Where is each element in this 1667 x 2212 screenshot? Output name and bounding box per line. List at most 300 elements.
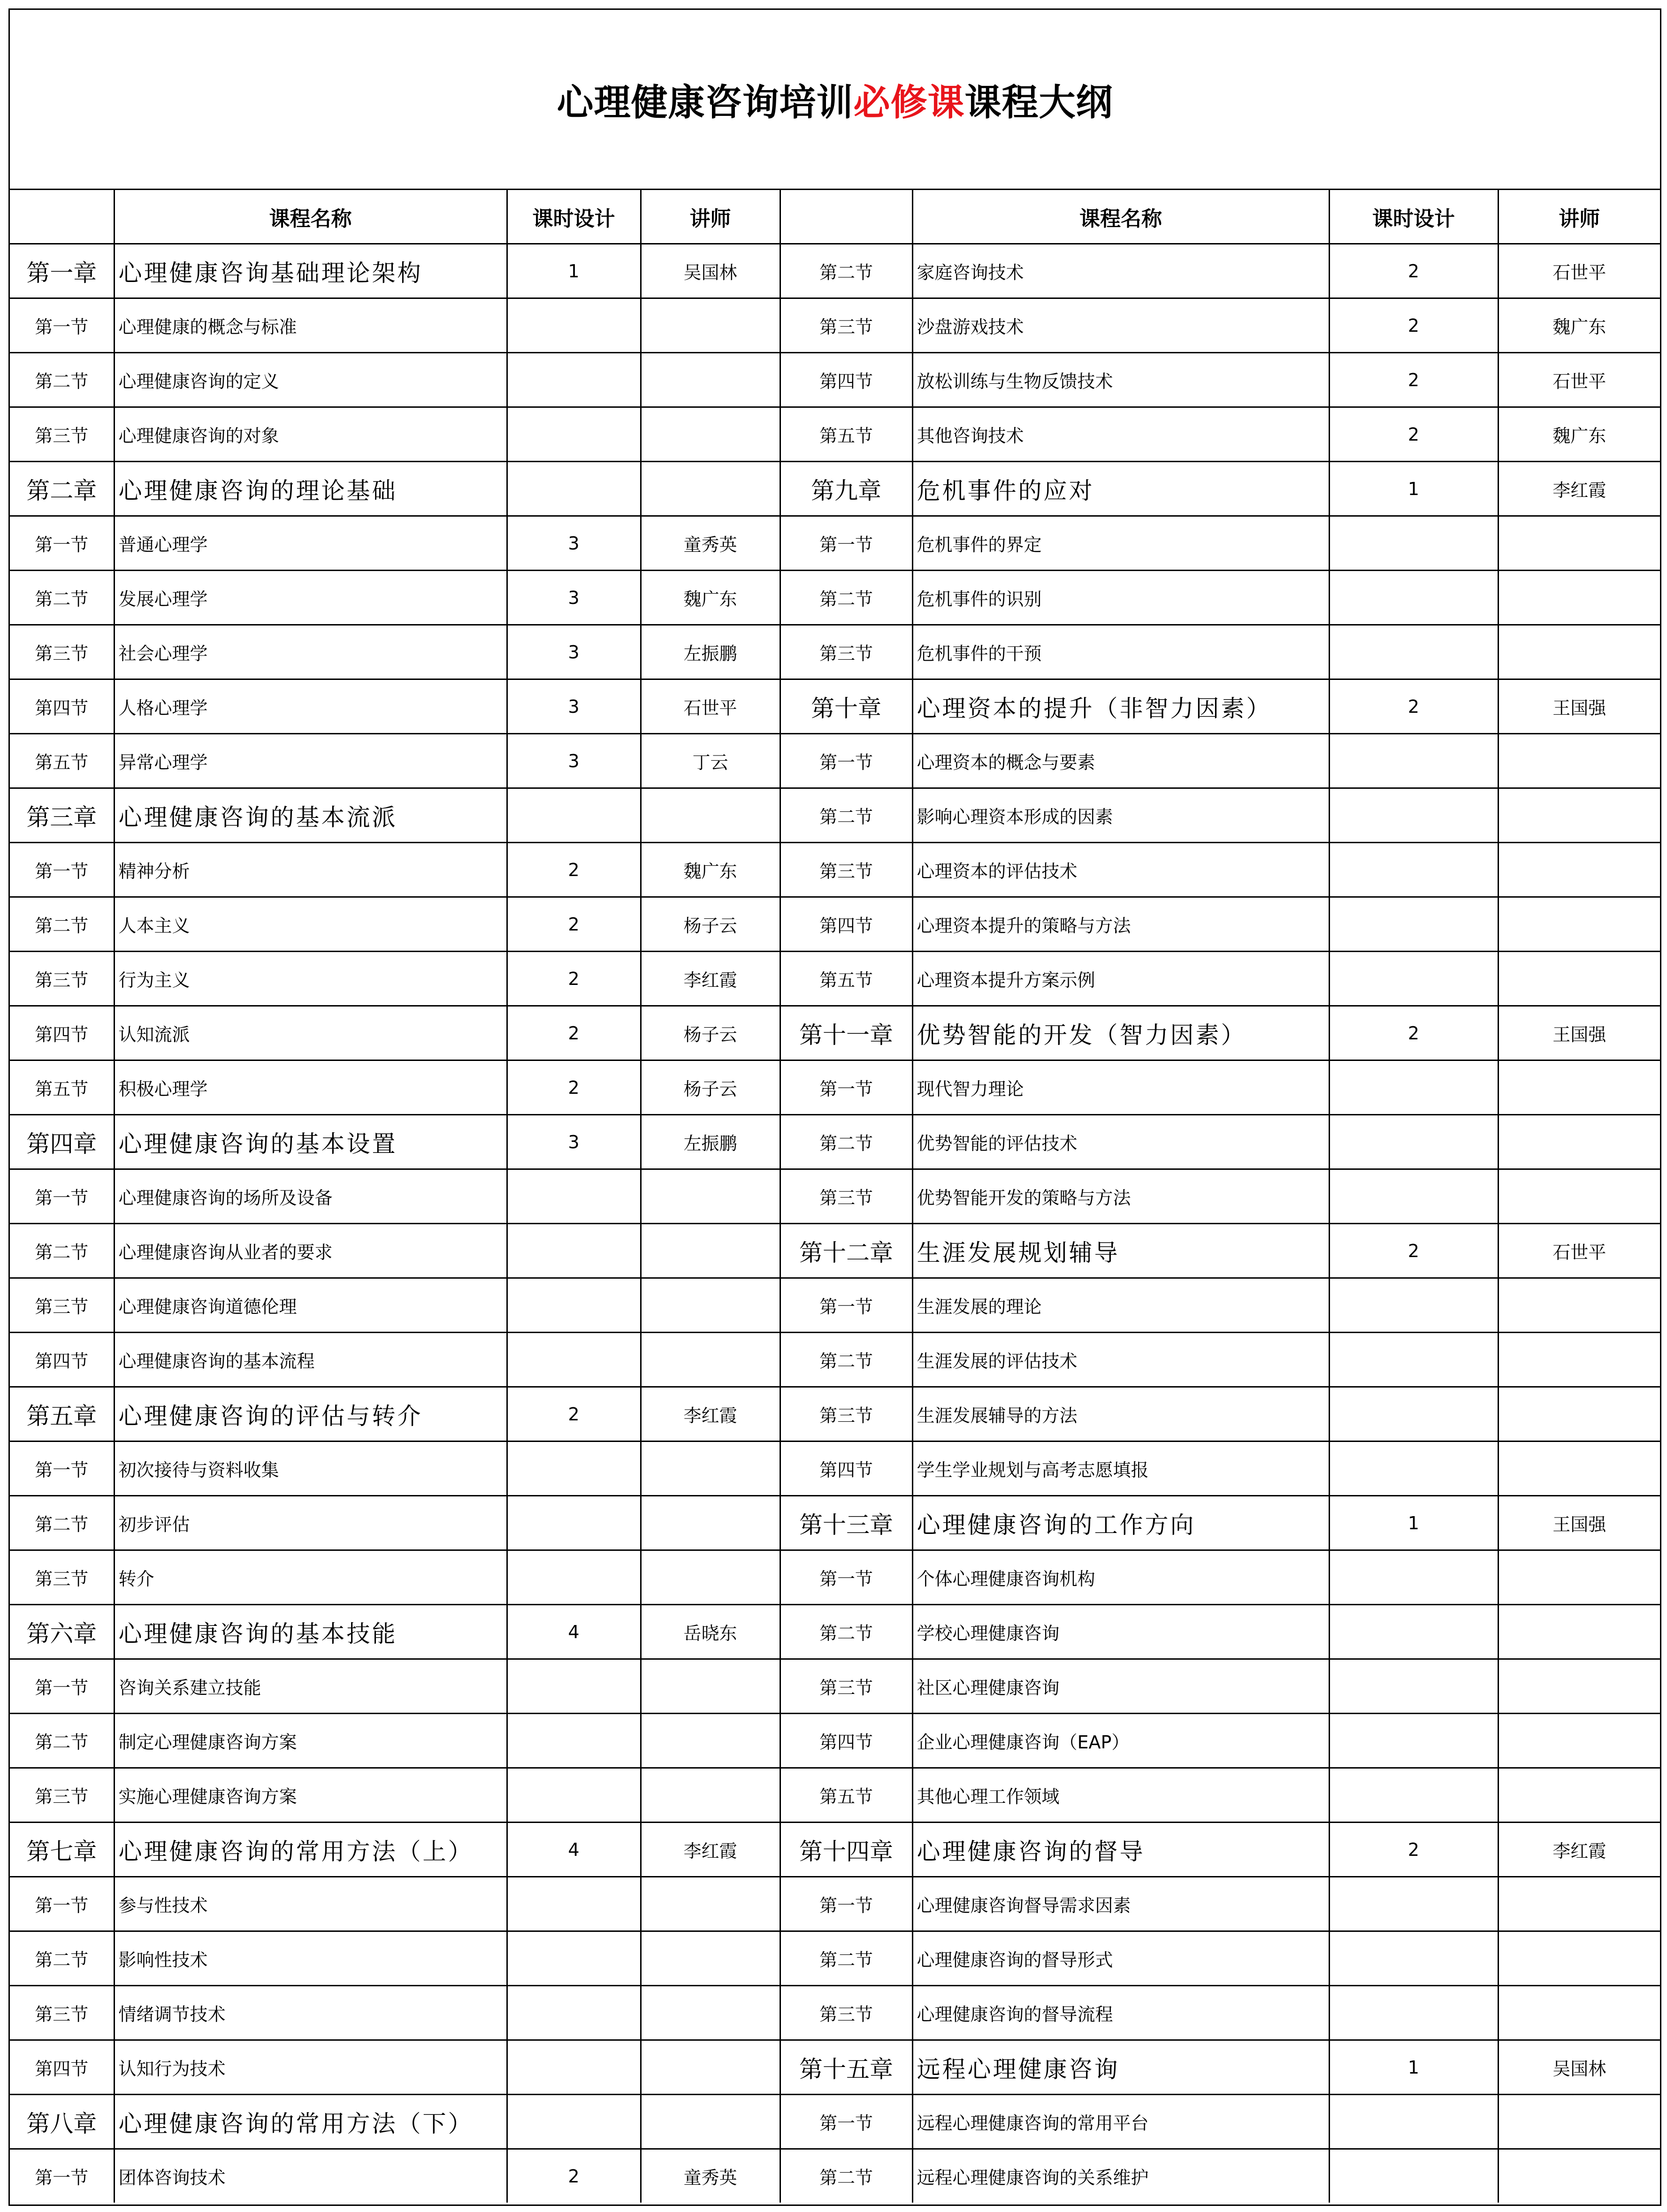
left-teacher xyxy=(641,2095,780,2149)
left-section-label: 第二节 xyxy=(10,353,114,407)
left-course-name: 心理健康咨询基础理论架构 xyxy=(114,244,507,298)
left-section-label: 第二节 xyxy=(10,1496,114,1550)
table-row xyxy=(10,1659,1660,1714)
header-teacher-left: 讲师 xyxy=(641,190,780,244)
left-section-label: 第一节 xyxy=(10,1659,114,1714)
right-section-label: 第三节 xyxy=(780,1659,912,1714)
left-teacher: 左振鹏 xyxy=(641,625,780,679)
right-course-name: 心理健康咨询督导需求因素 xyxy=(912,1877,1329,1931)
left-teacher xyxy=(641,462,780,516)
left-teacher: 杨子云 xyxy=(641,1006,780,1060)
right-section-label: 第三节 xyxy=(780,625,912,679)
left-hours xyxy=(507,1659,641,1714)
left-teacher xyxy=(641,1877,780,1931)
right-teacher xyxy=(1498,1931,1660,1986)
left-hours: 1 xyxy=(507,244,641,298)
table-row xyxy=(10,1387,1660,1442)
left-section-label: 第三节 xyxy=(10,1278,114,1333)
right-section-label: 第一节 xyxy=(780,2095,912,2149)
right-course-name: 放松训练与生物反馈技术 xyxy=(912,353,1329,407)
right-teacher: 王国强 xyxy=(1498,679,1660,734)
right-teacher: 李红霞 xyxy=(1498,462,1660,516)
left-section-label: 第二节 xyxy=(10,571,114,625)
right-section-label: 第二节 xyxy=(780,1605,912,1659)
right-teacher xyxy=(1498,1877,1660,1931)
right-section-label: 第一节 xyxy=(780,1877,912,1931)
right-teacher xyxy=(1498,1768,1660,1823)
table-row xyxy=(10,843,1660,897)
right-hours xyxy=(1329,625,1498,679)
left-section-label: 第三节 xyxy=(10,407,114,462)
left-hours xyxy=(507,1442,641,1496)
table-row xyxy=(10,897,1660,952)
right-section-label: 第二节 xyxy=(780,1115,912,1169)
left-hours: 3 xyxy=(507,734,641,788)
right-section-label: 第二节 xyxy=(780,244,912,298)
table-row xyxy=(10,1278,1660,1333)
left-course-name: 人本主义 xyxy=(114,897,507,952)
left-hours: 3 xyxy=(507,1115,641,1169)
header-section-blank-left xyxy=(10,190,114,244)
left-course-name: 实施心理健康咨询方案 xyxy=(114,1768,507,1823)
title-accent: 必修课 xyxy=(853,81,965,124)
table-row xyxy=(10,1605,1660,1659)
table-row xyxy=(10,407,1660,462)
table-row xyxy=(10,1986,1660,2040)
table-row xyxy=(10,571,1660,625)
left-course-name: 参与性技术 xyxy=(114,1877,507,1931)
left-section-label: 第一节 xyxy=(10,1169,114,1224)
title-part-1: 心理健康咨询培训 xyxy=(557,81,854,124)
right-course-name: 心理资本的评估技术 xyxy=(912,843,1329,897)
right-section-label: 第三节 xyxy=(780,843,912,897)
table-row xyxy=(10,1768,1660,1823)
right-teacher xyxy=(1498,625,1660,679)
left-section-label: 第五节 xyxy=(10,1060,114,1115)
left-teacher: 李红霞 xyxy=(641,1387,780,1442)
table-body xyxy=(10,190,1660,2203)
right-course-name: 现代智力理论 xyxy=(912,1060,1329,1115)
right-course-name: 远程心理健康咨询的关系维护 xyxy=(912,2149,1329,2203)
left-teacher xyxy=(641,407,780,462)
left-hours xyxy=(507,788,641,843)
table-row xyxy=(10,1496,1660,1550)
header-name-right: 课程名称 xyxy=(912,190,1329,244)
right-course-name: 其他咨询技术 xyxy=(912,407,1329,462)
table-row xyxy=(10,1442,1660,1496)
left-section-label: 第八章 xyxy=(10,2095,114,2149)
left-teacher: 丁云 xyxy=(641,734,780,788)
left-teacher xyxy=(641,1169,780,1224)
left-hours xyxy=(507,1768,641,1823)
right-section-label: 第十四章 xyxy=(780,1823,912,1877)
right-section-label: 第二节 xyxy=(780,571,912,625)
left-teacher: 童秀英 xyxy=(641,516,780,571)
syllabus-sheet xyxy=(8,8,1661,2206)
right-section-label: 第十三章 xyxy=(780,1496,912,1550)
right-hours: 2 xyxy=(1329,1823,1498,1877)
left-teacher xyxy=(641,1714,780,1768)
right-section-label: 第一节 xyxy=(780,1278,912,1333)
right-course-name: 心理健康咨询的工作方向 xyxy=(912,1496,1329,1550)
left-course-name: 人格心理学 xyxy=(114,679,507,734)
right-course-name: 社区心理健康咨询 xyxy=(912,1659,1329,1714)
title-part-2: 课程大纲 xyxy=(964,81,1113,124)
right-hours xyxy=(1329,1659,1498,1714)
right-hours xyxy=(1329,1060,1498,1115)
right-teacher: 李红霞 xyxy=(1498,1823,1660,1877)
left-section-label: 第三节 xyxy=(10,1986,114,2040)
left-course-name: 心理健康咨询的常用方法（上） xyxy=(114,1823,507,1877)
left-course-name: 团体咨询技术 xyxy=(114,2149,507,2203)
right-hours: 2 xyxy=(1329,298,1498,353)
left-course-name: 心理健康咨询的评估与转介 xyxy=(114,1387,507,1442)
left-section-label: 第一节 xyxy=(10,298,114,353)
right-teacher xyxy=(1498,2095,1660,2149)
right-hours xyxy=(1329,843,1498,897)
page-title xyxy=(557,73,1113,126)
left-section-label: 第二节 xyxy=(10,1931,114,1986)
left-section-label: 第三节 xyxy=(10,625,114,679)
table-row xyxy=(10,462,1660,516)
right-teacher: 石世平 xyxy=(1498,353,1660,407)
left-teacher xyxy=(641,1442,780,1496)
right-teacher xyxy=(1498,1169,1660,1224)
left-teacher: 石世平 xyxy=(641,679,780,734)
right-course-name: 心理健康咨询的督导形式 xyxy=(912,1931,1329,1986)
left-course-name: 积极心理学 xyxy=(114,1060,507,1115)
right-section-label: 第五节 xyxy=(780,1768,912,1823)
right-hours xyxy=(1329,897,1498,952)
syllabus-table xyxy=(10,190,1660,2203)
right-section-label: 第十二章 xyxy=(780,1224,912,1278)
left-section-label: 第二章 xyxy=(10,462,114,516)
right-section-label: 第十章 xyxy=(780,679,912,734)
table-row xyxy=(10,2149,1660,2203)
left-hours xyxy=(507,1986,641,2040)
right-hours xyxy=(1329,1278,1498,1333)
right-course-name: 心理健康咨询的督导 xyxy=(912,1823,1329,1877)
left-hours: 4 xyxy=(507,1823,641,1877)
right-course-name: 个体心理健康咨询机构 xyxy=(912,1550,1329,1605)
left-section-label: 第四章 xyxy=(10,1115,114,1169)
left-course-name: 心理健康咨询的基本流派 xyxy=(114,788,507,843)
left-hours: 3 xyxy=(507,625,641,679)
table-row xyxy=(10,1714,1660,1768)
right-teacher: 魏广东 xyxy=(1498,407,1660,462)
left-course-name: 精神分析 xyxy=(114,843,507,897)
table-row xyxy=(10,1006,1660,1060)
left-section-label: 第五章 xyxy=(10,1387,114,1442)
left-course-name: 咨询关系建立技能 xyxy=(114,1659,507,1714)
title-row xyxy=(10,10,1660,190)
left-hours: 3 xyxy=(507,679,641,734)
left-section-label: 第三节 xyxy=(10,952,114,1006)
header-row xyxy=(10,190,1660,244)
right-teacher xyxy=(1498,1605,1660,1659)
left-section-label: 第六章 xyxy=(10,1605,114,1659)
right-teacher: 魏广东 xyxy=(1498,298,1660,353)
left-hours xyxy=(507,1333,641,1387)
left-hours xyxy=(507,462,641,516)
left-section-label: 第四节 xyxy=(10,1333,114,1387)
right-section-label: 第五节 xyxy=(780,952,912,1006)
table-row xyxy=(10,788,1660,843)
table-row xyxy=(10,244,1660,298)
left-hours xyxy=(507,1714,641,1768)
right-course-name: 优势智能的开发（智力因素） xyxy=(912,1006,1329,1060)
left-teacher: 童秀英 xyxy=(641,2149,780,2203)
right-course-name: 生涯发展辅导的方法 xyxy=(912,1387,1329,1442)
right-hours xyxy=(1329,1986,1498,2040)
table-row xyxy=(10,2040,1660,2095)
header-name-left: 课程名称 xyxy=(114,190,507,244)
right-course-name: 远程心理健康咨询的常用平台 xyxy=(912,2095,1329,2149)
right-hours xyxy=(1329,1442,1498,1496)
left-section-label: 第一节 xyxy=(10,2149,114,2203)
table-row xyxy=(10,2095,1660,2149)
right-section-label: 第二节 xyxy=(780,788,912,843)
right-course-name: 危机事件的干预 xyxy=(912,625,1329,679)
left-teacher xyxy=(641,353,780,407)
table-row xyxy=(10,1877,1660,1931)
left-hours xyxy=(507,2040,641,2095)
left-hours: 2 xyxy=(507,1387,641,1442)
left-course-name: 初次接待与资料收集 xyxy=(114,1442,507,1496)
header-hours-left: 课时设计 xyxy=(507,190,641,244)
table-row xyxy=(10,1224,1660,1278)
left-teacher xyxy=(641,2040,780,2095)
left-section-label: 第二节 xyxy=(10,1714,114,1768)
left-section-label: 第一节 xyxy=(10,516,114,571)
left-teacher xyxy=(641,1659,780,1714)
right-teacher: 石世平 xyxy=(1498,244,1660,298)
right-teacher xyxy=(1498,734,1660,788)
right-hours: 1 xyxy=(1329,2040,1498,2095)
left-hours: 2 xyxy=(507,1060,641,1115)
right-teacher xyxy=(1498,1387,1660,1442)
right-section-label: 第二节 xyxy=(780,2149,912,2203)
table-row xyxy=(10,353,1660,407)
right-section-label: 第三节 xyxy=(780,1986,912,2040)
right-teacher: 王国强 xyxy=(1498,1496,1660,1550)
left-teacher xyxy=(641,298,780,353)
left-course-name: 普通心理学 xyxy=(114,516,507,571)
right-hours xyxy=(1329,1115,1498,1169)
table-row xyxy=(10,1823,1660,1877)
header-teacher-right: 讲师 xyxy=(1498,190,1660,244)
right-teacher xyxy=(1498,2149,1660,2203)
left-teacher xyxy=(641,1278,780,1333)
right-hours xyxy=(1329,1387,1498,1442)
right-teacher xyxy=(1498,1060,1660,1115)
left-teacher: 魏广东 xyxy=(641,843,780,897)
right-teacher xyxy=(1498,952,1660,1006)
right-hours: 2 xyxy=(1329,353,1498,407)
right-hours xyxy=(1329,952,1498,1006)
header-hours-right: 课时设计 xyxy=(1329,190,1498,244)
table-row xyxy=(10,1333,1660,1387)
right-section-label: 第五节 xyxy=(780,407,912,462)
left-course-name: 心理健康咨询道德伦理 xyxy=(114,1278,507,1333)
right-hours xyxy=(1329,1714,1498,1768)
left-teacher: 杨子云 xyxy=(641,1060,780,1115)
left-teacher xyxy=(641,1333,780,1387)
left-course-name: 心理健康咨询从业者的要求 xyxy=(114,1224,507,1278)
left-section-label: 第七章 xyxy=(10,1823,114,1877)
left-hours xyxy=(507,298,641,353)
right-section-label: 第九章 xyxy=(780,462,912,516)
right-teacher xyxy=(1498,788,1660,843)
left-course-name: 社会心理学 xyxy=(114,625,507,679)
left-course-name: 心理健康的概念与标准 xyxy=(114,298,507,353)
table-row xyxy=(10,1550,1660,1605)
left-course-name: 认知流派 xyxy=(114,1006,507,1060)
left-hours xyxy=(507,1278,641,1333)
right-teacher xyxy=(1498,843,1660,897)
left-hours xyxy=(507,1550,641,1605)
right-hours: 2 xyxy=(1329,679,1498,734)
table-row xyxy=(10,625,1660,679)
right-hours xyxy=(1329,1877,1498,1931)
left-hours xyxy=(507,1877,641,1931)
left-course-name: 心理健康咨询的理论基础 xyxy=(114,462,507,516)
left-teacher: 魏广东 xyxy=(641,571,780,625)
right-course-name: 远程心理健康咨询 xyxy=(912,2040,1329,2095)
left-hours: 4 xyxy=(507,1605,641,1659)
table-row xyxy=(10,1169,1660,1224)
right-section-label: 第十五章 xyxy=(780,2040,912,2095)
right-teacher xyxy=(1498,1278,1660,1333)
right-course-name: 危机事件的界定 xyxy=(912,516,1329,571)
right-course-name: 其他心理工作领域 xyxy=(912,1768,1329,1823)
table-row xyxy=(10,1931,1660,1986)
right-hours: 2 xyxy=(1329,1224,1498,1278)
right-hours: 1 xyxy=(1329,462,1498,516)
left-course-name: 行为主义 xyxy=(114,952,507,1006)
right-teacher xyxy=(1498,1333,1660,1387)
right-section-label: 第十一章 xyxy=(780,1006,912,1060)
left-course-name: 心理健康咨询的对象 xyxy=(114,407,507,462)
table-row xyxy=(10,952,1660,1006)
right-course-name: 生涯发展规划辅导 xyxy=(912,1224,1329,1278)
right-course-name: 优势智能的评估技术 xyxy=(912,1115,1329,1169)
left-hours xyxy=(507,1224,641,1278)
right-course-name: 心理资本提升方案示例 xyxy=(912,952,1329,1006)
right-course-name: 家庭咨询技术 xyxy=(912,244,1329,298)
right-hours xyxy=(1329,1931,1498,1986)
right-section-label: 第三节 xyxy=(780,1387,912,1442)
right-section-label: 第一节 xyxy=(780,1550,912,1605)
left-section-label: 第五节 xyxy=(10,734,114,788)
right-hours xyxy=(1329,1605,1498,1659)
right-section-label: 第二节 xyxy=(780,1931,912,1986)
left-hours xyxy=(507,353,641,407)
right-hours xyxy=(1329,2095,1498,2149)
right-hours xyxy=(1329,1333,1498,1387)
left-course-name: 心理健康咨询的基本技能 xyxy=(114,1605,507,1659)
right-course-name: 心理资本的概念与要素 xyxy=(912,734,1329,788)
left-teacher: 杨子云 xyxy=(641,897,780,952)
right-teacher xyxy=(1498,1442,1660,1496)
left-course-name: 影响性技术 xyxy=(114,1931,507,1986)
left-section-label: 第四节 xyxy=(10,2040,114,2095)
right-hours xyxy=(1329,734,1498,788)
left-section-label: 第四节 xyxy=(10,679,114,734)
left-teacher xyxy=(641,1931,780,1986)
left-hours: 2 xyxy=(507,843,641,897)
right-hours xyxy=(1329,1768,1498,1823)
right-hours: 2 xyxy=(1329,407,1498,462)
right-course-name: 危机事件的应对 xyxy=(912,462,1329,516)
left-section-label: 第三节 xyxy=(10,1768,114,1823)
left-hours: 3 xyxy=(507,516,641,571)
left-course-name: 心理健康咨询的基本流程 xyxy=(114,1333,507,1387)
right-hours xyxy=(1329,571,1498,625)
left-course-name: 心理健康咨询的基本设置 xyxy=(114,1115,507,1169)
left-course-name: 异常心理学 xyxy=(114,734,507,788)
right-course-name: 学生学业规划与高考志愿填报 xyxy=(912,1442,1329,1496)
left-teacher: 李红霞 xyxy=(641,952,780,1006)
right-section-label: 第四节 xyxy=(780,1714,912,1768)
right-hours: 2 xyxy=(1329,244,1498,298)
right-teacher xyxy=(1498,1986,1660,2040)
right-teacher xyxy=(1498,1115,1660,1169)
right-course-name: 心理资本提升的策略与方法 xyxy=(912,897,1329,952)
left-section-label: 第四节 xyxy=(10,1006,114,1060)
right-section-label: 第一节 xyxy=(780,734,912,788)
table-row xyxy=(10,516,1660,571)
right-section-label: 第四节 xyxy=(780,1442,912,1496)
left-teacher xyxy=(641,1986,780,2040)
left-teacher: 李红霞 xyxy=(641,1823,780,1877)
table-row xyxy=(10,679,1660,734)
right-course-name: 危机事件的识别 xyxy=(912,571,1329,625)
left-course-name: 心理健康咨询的场所及设备 xyxy=(114,1169,507,1224)
left-hours: 2 xyxy=(507,897,641,952)
left-hours: 2 xyxy=(507,952,641,1006)
right-teacher: 吴国林 xyxy=(1498,2040,1660,2095)
left-section-label: 第一节 xyxy=(10,843,114,897)
right-section-label: 第一节 xyxy=(780,516,912,571)
left-hours: 2 xyxy=(507,1006,641,1060)
left-teacher xyxy=(641,1550,780,1605)
right-hours xyxy=(1329,2149,1498,2203)
right-section-label: 第二节 xyxy=(780,1333,912,1387)
left-course-name: 情绪调节技术 xyxy=(114,1986,507,2040)
left-teacher xyxy=(641,788,780,843)
right-teacher xyxy=(1498,571,1660,625)
left-course-name: 发展心理学 xyxy=(114,571,507,625)
left-section-label: 第二节 xyxy=(10,897,114,952)
left-hours xyxy=(507,1931,641,1986)
left-section-label: 第二节 xyxy=(10,1224,114,1278)
right-section-label: 第三节 xyxy=(780,1169,912,1224)
left-hours xyxy=(507,407,641,462)
left-course-name: 认知行为技术 xyxy=(114,2040,507,2095)
left-course-name: 心理健康咨询的常用方法（下） xyxy=(114,2095,507,2149)
right-course-name: 生涯发展的理论 xyxy=(912,1278,1329,1333)
left-teacher xyxy=(641,1768,780,1823)
right-teacher xyxy=(1498,516,1660,571)
right-section-label: 第一节 xyxy=(780,1060,912,1115)
table-row xyxy=(10,298,1660,353)
right-hours: 1 xyxy=(1329,1496,1498,1550)
right-teacher xyxy=(1498,1550,1660,1605)
left-hours xyxy=(507,2095,641,2149)
left-hours xyxy=(507,1496,641,1550)
left-section-label: 第三章 xyxy=(10,788,114,843)
